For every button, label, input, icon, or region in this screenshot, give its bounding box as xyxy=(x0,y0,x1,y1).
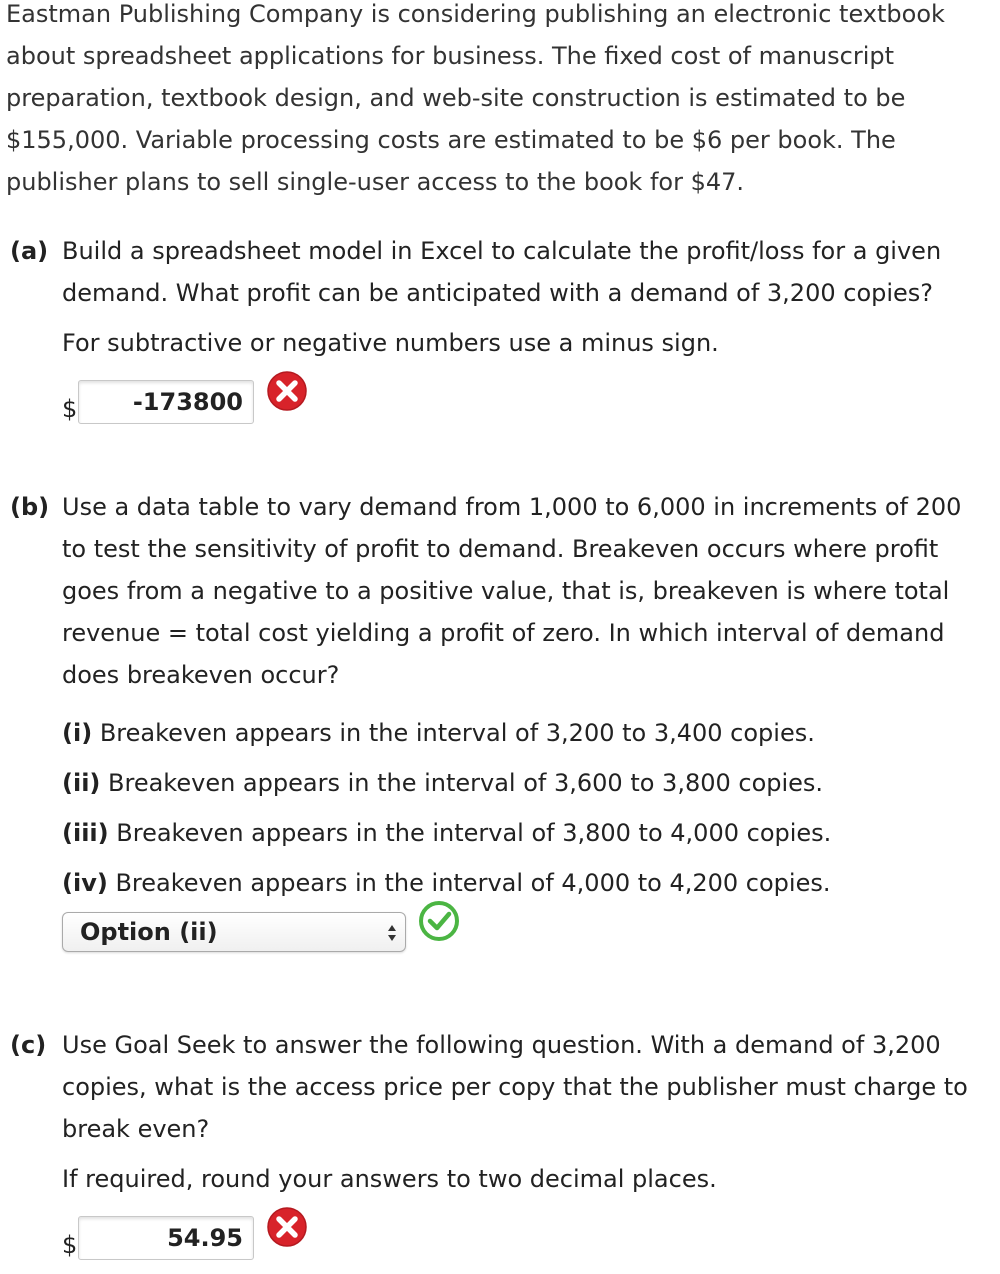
part-b xyxy=(10,486,995,972)
question-line: revenue = total cost yielding a profit of zero. In which interval of demand xyxy=(62,619,945,647)
question-line: Use a data table to vary demand from 1,000 to 6,000 in increments of 200 xyxy=(62,493,962,521)
part-a-label: (a) xyxy=(10,237,49,265)
part-b-label: (b) xyxy=(10,493,50,521)
part-a-answer-row xyxy=(62,378,995,438)
part-a xyxy=(10,230,995,438)
part-c-body xyxy=(62,1024,995,1274)
option-text: Breakeven appears in the interval of 3,800 to 4,000 copies. xyxy=(116,819,832,847)
option-text: Breakeven appears in the interval of 4,000 to 4,200 copies. xyxy=(115,869,831,897)
option-key: (iii) xyxy=(62,819,109,847)
option-key: (i) xyxy=(62,719,93,747)
question-line: copies, what is the access price per copy that the publisher must charge to xyxy=(62,1073,968,1101)
answer-options xyxy=(62,712,995,904)
question-line: break even? xyxy=(62,1115,210,1143)
select-arrows-icon xyxy=(387,923,397,943)
intro-line: preparation, textbook design, and web-site construction is estimated to be xyxy=(6,84,906,112)
currency-symbol: $ xyxy=(62,395,78,423)
option-key: (ii) xyxy=(62,769,101,797)
problem-intro xyxy=(6,0,991,203)
incorrect-x-icon xyxy=(266,370,308,412)
currency-symbol: $ xyxy=(62,1231,78,1259)
question-line: Use Goal Seek to answer the following question. With a demand of 3,200 xyxy=(62,1031,941,1059)
option-select-dropdown[interactable] xyxy=(62,912,406,952)
part-c-label: (c) xyxy=(10,1031,47,1059)
question-line: does breakeven occur? xyxy=(62,661,340,689)
intro-line: $155,000. Variable processing costs are estimated to be $6 per book. The xyxy=(6,126,896,154)
question-line: goes from a negative to a positive value, that is, breakeven is where total xyxy=(62,577,950,605)
part-c-answer-row xyxy=(62,1214,995,1274)
part-a-instruction: For subtractive or negative numbers use a minus sign. xyxy=(62,329,719,357)
intro-line: Eastman Publishing Company is considering publishing an electronic textbook xyxy=(6,0,945,28)
option-text: Breakeven appears in the interval of 3,200 to 3,400 copies. xyxy=(99,719,815,747)
option-key: (iv) xyxy=(62,869,108,897)
incorrect-x-icon xyxy=(266,1206,308,1248)
option-text: Breakeven appears in the interval of 3,600 to 3,800 copies. xyxy=(108,769,824,797)
option-item xyxy=(62,712,995,754)
intro-line: about spreadsheet applications for business. The fixed cost of manuscript xyxy=(6,42,894,70)
part-a-body xyxy=(62,230,995,438)
part-b-answer-row xyxy=(62,912,995,972)
part-c-instruction: If required, round your answers to two decimal places. xyxy=(62,1165,717,1193)
part-b-body xyxy=(62,486,995,972)
question-line: demand. What profit can be anticipated with a demand of 3,200 copies? xyxy=(62,279,934,307)
intro-line: publisher plans to sell single-user access to the book for $47. xyxy=(6,168,745,196)
option-item xyxy=(62,812,995,854)
price-answer-input[interactable] xyxy=(78,1216,254,1260)
profit-answer-input[interactable] xyxy=(78,380,254,424)
question-line: Build a spreadsheet model in Excel to calculate the profit/loss for a given xyxy=(62,237,942,265)
correct-check-icon xyxy=(418,900,460,942)
option-item xyxy=(62,862,995,904)
selected-option: Option (ii) xyxy=(80,918,218,946)
question-line: to test the sensitivity of profit to demand. Breakeven occurs where profit xyxy=(62,535,939,563)
option-item xyxy=(62,762,995,804)
part-c xyxy=(10,1024,995,1274)
